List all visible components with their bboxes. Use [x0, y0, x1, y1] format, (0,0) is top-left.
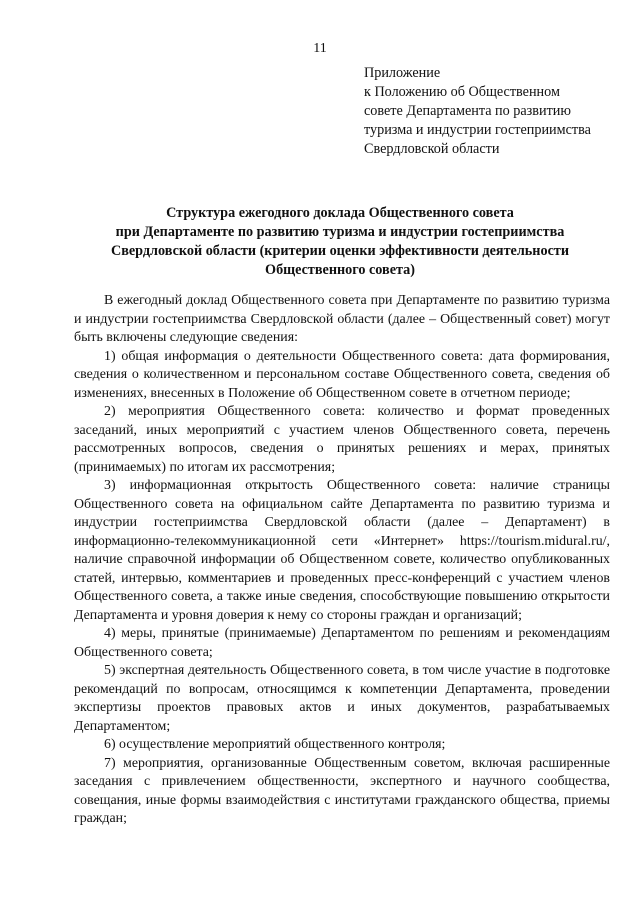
appendix-line: совете Департамента по развитию [364, 103, 571, 119]
page-number: 11 [313, 41, 327, 56]
appendix-line: Свердловской области [364, 141, 500, 157]
appendix-header [364, 64, 634, 159]
list-item-1: 1) общая информация о деятельности Общественного совета: дата формирования, сведения о количественном и персональном составе Общественного совета, сведения об изменениях, внесенных в Положение об Общественном совете в отчетном периоде; [74, 348, 610, 401]
list-item-2: 2) мероприятия Общественного совета: количество и формат проведенных заседаний, иных мероприятий с участием членов Общественного совета, перечень рассмотренных вопросов, сведения о принятых решениях и мерах, принятых (принимаемых) по итогам их рассмотрения; [74, 404, 610, 475]
list-item-7: 7) мероприятия, организованные Общественным советом, включая расширенные заседания с привлечением общественности, экспертного и научного сообщества, совещания, иные формы взаимодействия с институтами гражданского общества, приемы граждан; [74, 755, 610, 826]
title-line: Структура ежегодного доклада Общественного совета [166, 205, 514, 221]
appendix-line: Приложение [364, 65, 441, 81]
title-line: Свердловской области (критерии оценки эффективности деятельности [110, 243, 570, 259]
title-line: при Департаменте по развитию туризма и индустрии гостеприимства [115, 224, 565, 240]
intro-paragraph: В ежегодный доклад Общественного совета при Департаменте по развитию туризма и индустрии гостеприимства Свердловской области (далее – Общественный совет) могут быть включены следующие сведения: [74, 293, 610, 345]
list-item-5: 5) экспертная деятельность Общественного совета, в том числе участие в подготовке рекомендаций по вопросам, относящимся к компетенции Департамента, проведении экспертизы проектов правовых актов и иных документов, разрабатываемых Департаментом; [74, 663, 610, 734]
list-item-4: 4) меры, принятые (принимаемые) Департаментом по решениям и рекомендациям Общественного совета; [74, 626, 610, 660]
document-body [74, 292, 610, 829]
list-item-3: 3) информационная открытость Общественного совета: наличие страницы Общественного совета на официальном сайте Департамента по развитию туризма и индустрии гостеприимства Свердловской области (далее – Департамент) в информационно-телекоммуникационной сети «Интернет» https://tourism.midural.ru/, наличие справочной информации об Общественном совете, количество опубликованных статей, интервью, комментариев и проведенных пресс-конференций с участием членов Общественного совета, а также иные сведения, способствующие повышению открытости Департамента и уровня доверия к нему со стороны граждан и организаций; [74, 478, 610, 623]
appendix-line: туризма и индустрии гостеприимства [364, 122, 591, 138]
title-line: Общественного совета) [265, 262, 415, 278]
document-title [70, 204, 610, 280]
appendix-line: к Положению об Общественном [364, 84, 560, 100]
list-item-6: 6) осуществление мероприятий общественного контроля; [104, 737, 446, 752]
